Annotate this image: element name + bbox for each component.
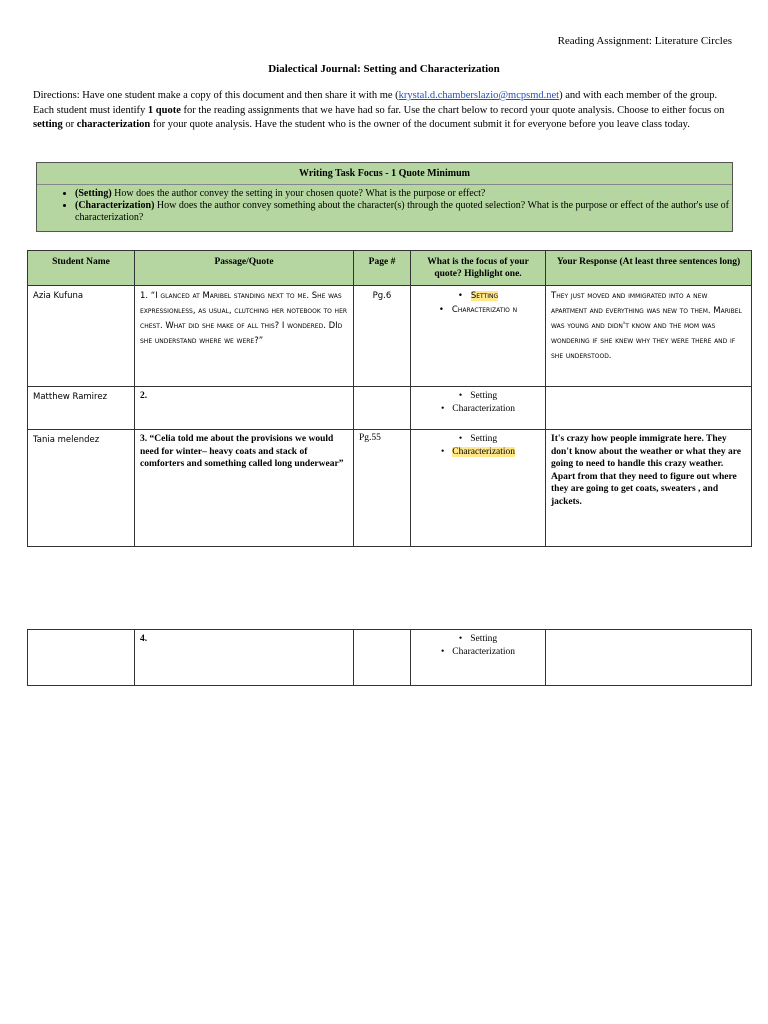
focus-list bbox=[416, 390, 540, 416]
quote-text: 2. bbox=[140, 391, 148, 401]
focus-setting-label: Setting bbox=[470, 434, 498, 444]
directions-bold-characterization: characterization bbox=[76, 119, 151, 130]
column-header-page: Page # bbox=[354, 251, 411, 286]
focus-setting-label: Setting bbox=[470, 391, 498, 401]
student-name-cell[interactable] bbox=[28, 286, 135, 387]
teacher-email-link[interactable]: krystal.d.chamberslazio@mcpsmd.net bbox=[398, 90, 560, 101]
focus-list bbox=[416, 289, 540, 317]
quote-cell[interactable] bbox=[135, 430, 354, 547]
table-row bbox=[28, 286, 752, 387]
table-row bbox=[28, 430, 752, 547]
writing-task-list bbox=[37, 188, 732, 224]
task-item-setting-text: How does the author convey the setting in your chosen quote? What is the purpose or effect? bbox=[111, 188, 486, 199]
quote-cell[interactable] bbox=[135, 387, 354, 430]
focus-characterization-highlighted: Characterization bbox=[452, 447, 516, 457]
response-cell[interactable] bbox=[546, 387, 752, 430]
task-item-characterization bbox=[75, 200, 732, 224]
response-text: It's crazy how people immigrate here. They don't know about the weather or what they are going to need to handle this crazy weather. Apart from that they need to figure out where they are going to get coats, sweaters , and jackets. bbox=[551, 434, 742, 507]
quote-text: 3. “Celia told me about the provisions we would need for winter– heavy coats and stack of comforters and something called long underwear” bbox=[140, 434, 344, 469]
response-cell[interactable] bbox=[546, 286, 752, 387]
task-item-characterization-text: How does the author convey something about the character(s) through the quoted selection? What is the purpose or effect of the author's use of characterization? bbox=[75, 200, 730, 223]
focus-list bbox=[416, 633, 540, 659]
directions-paragraph bbox=[33, 89, 738, 133]
task-item-setting-label: (Setting) bbox=[75, 188, 112, 199]
focus-cell[interactable] bbox=[411, 286, 546, 387]
quote-cell[interactable] bbox=[135, 286, 354, 387]
focus-option-setting[interactable] bbox=[416, 390, 540, 403]
writing-task-title: Writing Task Focus - 1 Quote Minimum bbox=[299, 168, 470, 179]
focus-cell[interactable] bbox=[411, 430, 546, 547]
journal-table-continued bbox=[27, 629, 752, 686]
focus-setting-highlighted: Setting bbox=[470, 291, 499, 301]
student-name-cell[interactable] bbox=[28, 387, 135, 430]
focus-characterization-label: Characterization bbox=[452, 404, 516, 414]
student-name-cell[interactable] bbox=[28, 630, 135, 686]
page-number: Pg.55 bbox=[359, 433, 381, 443]
page-number: Pg.6 bbox=[372, 291, 392, 301]
writing-task-box bbox=[36, 162, 733, 232]
focus-cell[interactable] bbox=[411, 387, 546, 430]
writing-task-divider bbox=[37, 184, 732, 185]
focus-option-setting[interactable] bbox=[416, 633, 540, 646]
response-cell[interactable] bbox=[546, 630, 752, 686]
directions-text-2: ) and with each member of the group. Each student must identify bbox=[33, 90, 718, 116]
document-header-label: Reading Assignment: Literature Circles bbox=[557, 35, 732, 47]
quote-cell[interactable] bbox=[135, 630, 354, 686]
directions-text-5: for your quote analysis. Have the student who is the owner of the document submit it for everyone before you leave class today. bbox=[150, 119, 690, 130]
quote-text: 1. “I glanced at Maribel standing next to me. She was expressionless, as usual, clutching her notebook to her chest. What did she make of all this? I wondered. DId she understand where we were?” bbox=[140, 291, 348, 346]
task-item-characterization-label: (Characterization) bbox=[75, 200, 155, 211]
focus-characterization-label: Characterizatio n bbox=[451, 305, 518, 315]
column-header-passage-quote: Passage/Quote bbox=[135, 251, 354, 286]
table-row bbox=[28, 630, 752, 686]
directions-text-1: Directions: Have one student make a copy of this document and then share it with me ( bbox=[33, 90, 399, 101]
focus-list bbox=[416, 433, 540, 459]
page-cell[interactable] bbox=[354, 387, 411, 430]
column-header-student-name: Student Name bbox=[28, 251, 135, 286]
focus-option-characterization[interactable] bbox=[416, 303, 540, 317]
table-header-row bbox=[28, 251, 752, 286]
focus-option-characterization[interactable] bbox=[416, 646, 540, 659]
directions-text-4: or bbox=[62, 119, 77, 130]
student-name: Azia Kufuna bbox=[33, 291, 84, 301]
document-title: Dialectical Journal: Setting and Characterization bbox=[268, 63, 500, 75]
focus-option-characterization[interactable] bbox=[416, 446, 540, 459]
focus-setting-label: Setting bbox=[470, 634, 498, 644]
focus-characterization-label: Characterization bbox=[452, 647, 516, 657]
table-row bbox=[28, 387, 752, 430]
focus-option-characterization[interactable] bbox=[416, 403, 540, 416]
directions-text-3: for the reading assignments that we have had so far. Use the chart below to record your quote analysis. Choose to either focus on bbox=[180, 104, 725, 116]
student-name: Tania melendez bbox=[33, 435, 100, 445]
journal-table bbox=[27, 250, 752, 547]
column-header-response: Your Response (At least three sentences long) bbox=[546, 251, 752, 286]
task-item-setting bbox=[75, 188, 732, 200]
focus-option-setting[interactable] bbox=[416, 289, 540, 303]
quote-text: 4. bbox=[140, 634, 148, 644]
focus-cell[interactable] bbox=[411, 630, 546, 686]
page-cell[interactable] bbox=[354, 286, 411, 387]
directions-bold-quote: 1 quote bbox=[147, 104, 181, 116]
focus-option-setting[interactable] bbox=[416, 433, 540, 446]
student-name-cell[interactable] bbox=[28, 430, 135, 547]
page-cell[interactable] bbox=[354, 630, 411, 686]
page-cell[interactable] bbox=[354, 430, 411, 547]
student-name: Matthew Ramirez bbox=[33, 392, 108, 402]
response-cell[interactable] bbox=[546, 430, 752, 547]
column-header-focus: What is the focus of your quote? Highlight one. bbox=[411, 251, 546, 286]
response-text: They just moved and immigrated into a new apartment and everything was new to them. Maribel was young and didn't know and the mom was wondering if she knew why they were there and if she understood. bbox=[551, 291, 742, 361]
directions-bold-setting: setting bbox=[33, 119, 63, 130]
